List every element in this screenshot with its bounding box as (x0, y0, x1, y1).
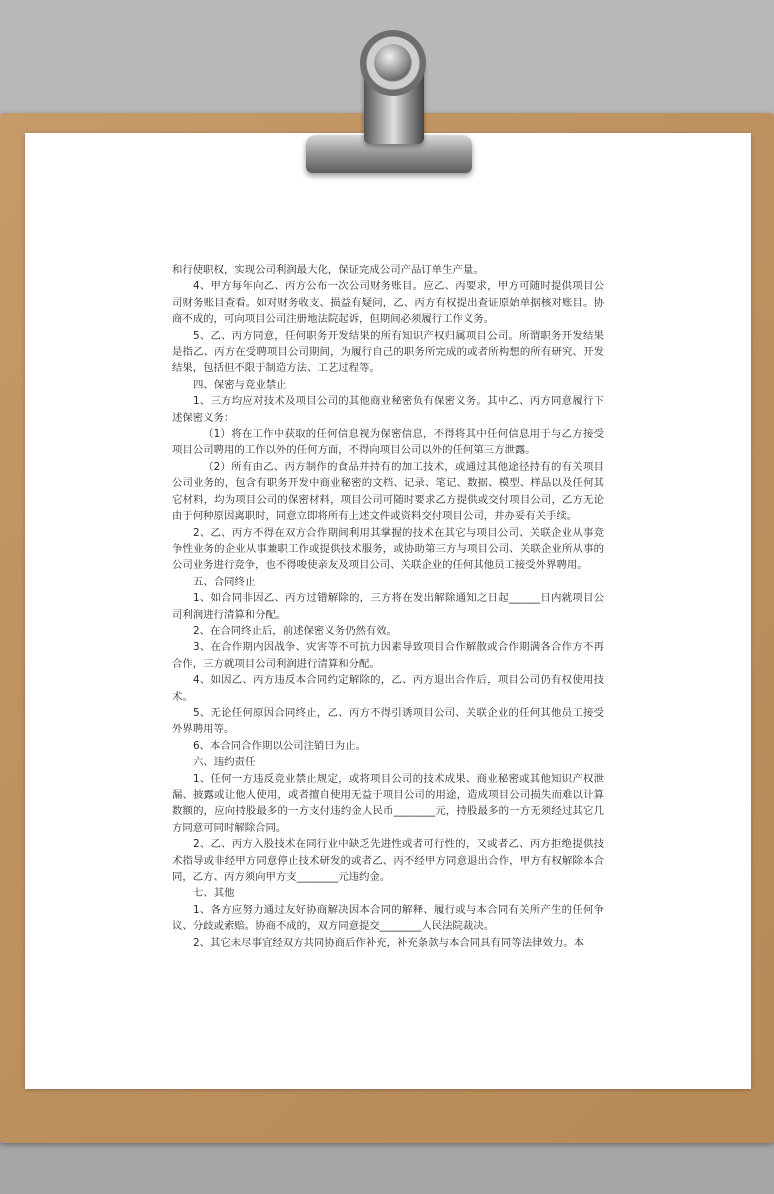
paragraph: 4、甲方每年向乙、丙方公布一次公司财务账目。应乙、丙要求，甲方可随时提供项目公司财务账目查看。如对财务收支、损益有疑问，乙、丙方有权提出查证原始单据核对账目。协商不成的，可向项目公司注册地法院起诉，但期间必须履行工作义务。 (172, 280, 604, 326)
section-heading: 四、保密与竞业禁止 (193, 378, 287, 391)
paragraph: 2、其它未尽事宜经双方共同协商后作补充，补充条款与本合同具有同等法律效力。本 (193, 936, 585, 949)
paragraph: 6、本合同合作期以公司注销日为止。 (193, 739, 366, 752)
paragraph: 1、任何一方违反竞业禁止规定，或将项目公司的技术成果、商业秘密或其他知识产权泄漏、披露或让他人使用，或者擅自使用无益于项目公司的用途，造成项目公司损失而难以计算数额的，应向持股最多的一方支付违约金人民币________元，持股最多的一方无须经过其它几方同意可同时解除合同。 (172, 772, 604, 834)
paragraph: （1）将在工作中获取的任何信息视为保密信息，不得将其中任何信息用于与乙方接受项目公司聘用的工作以外的任何方面，不得向项目公司以外的任何第三方泄露。 (172, 428, 604, 457)
paragraph: 5、乙、丙方同意，任何职务开发结果的所有知识产权归属项目公司。所谓职务开发结果是指乙、丙方在受聘项目公司期间，为履行自己的职务所完成的或者所构想的所有研究、开发结果，包括但不限于制造方法、工艺过程等。 (172, 329, 604, 375)
paragraph: 2、在合同终止后，前述保密义务仍然有效。 (193, 624, 398, 637)
paragraph: 1、三方均应对技术及项目公司的其他商业秘密负有保密义务。其中乙、丙方同意履行下述保密义务： (172, 395, 604, 424)
paragraph: 2、乙、丙方不得在双方合作期间利用其掌握的技术在其它与项目公司、关联企业从事竞争性业务的企业从事兼职工作或提供技术服务，或协助第三方与项目公司、关联企业所从事的公司业务进行竞争，也不得唆使亲友及项目公司、关联企业的任何其他员工接受外界聘用。 (172, 526, 604, 572)
paragraph: 1、如合同非因乙、丙方过错解除的，三方将在发出解除通知之日起______日内就项目公司利润进行清算和分配。 (172, 592, 604, 621)
paragraph: 2、乙、丙方入股技术在同行业中缺乏先进性或者可行性的，又或者乙、丙方拒绝提供技术指导或非经甲方同意停止技术研发的或者乙、丙不经甲方同意退出合作，甲方有权解除本合同，乙方、丙方须向甲方支________元违约金。 (172, 838, 604, 884)
paragraph: 1、各方应努力通过友好协商解决因本合同的解释、履行或与本合同有关所产生的任何争议、分歧或索赔。协商不成的，双方同意提交________人民法院裁决。 (172, 903, 604, 933)
paragraph: 5、无论任何原因合同终止，乙、丙方不得引诱项目公司、关联企业的任何其他员工接受外界聘用等。 (172, 706, 604, 736)
section-heading: 七、其他 (193, 887, 235, 900)
section-heading: 六、违约责任 (193, 756, 256, 769)
clip-rivet-icon (375, 44, 411, 80)
paragraph: 和行使职权，实现公司利润最大化，保证完成公司产品订单生产量。 (172, 264, 484, 276)
paragraph: 4、如因乙、丙方违反本合同约定解除的，乙、丙方退出合作后，项目公司仍有权使用技术。 (172, 674, 604, 703)
paragraph: 3、在合作期内因战争、灾害等不可抗力因素导致项目合作解散或合作期满各合作方不再合作，三方就项目公司利润进行清算和分配。 (172, 641, 604, 670)
document-body (172, 262, 604, 951)
paragraph: （2）所有由乙、丙方制作的食品并持有的加工技术，或通过其他途径持有的有关项目公司业务的，包含有职务开发中商业秘密的文档、记录、笔记、数据、模型、样品以及任何其它材料，均为项目公司的保密材料，项目公司可随时要求乙方提供或交付项目公司，乙方无论由于何种原因离职时，同意立即将所有上述文件或资料交付项目公司，并办妥有关手续。 (172, 460, 604, 523)
section-heading: 五、合同终止 (193, 575, 256, 588)
